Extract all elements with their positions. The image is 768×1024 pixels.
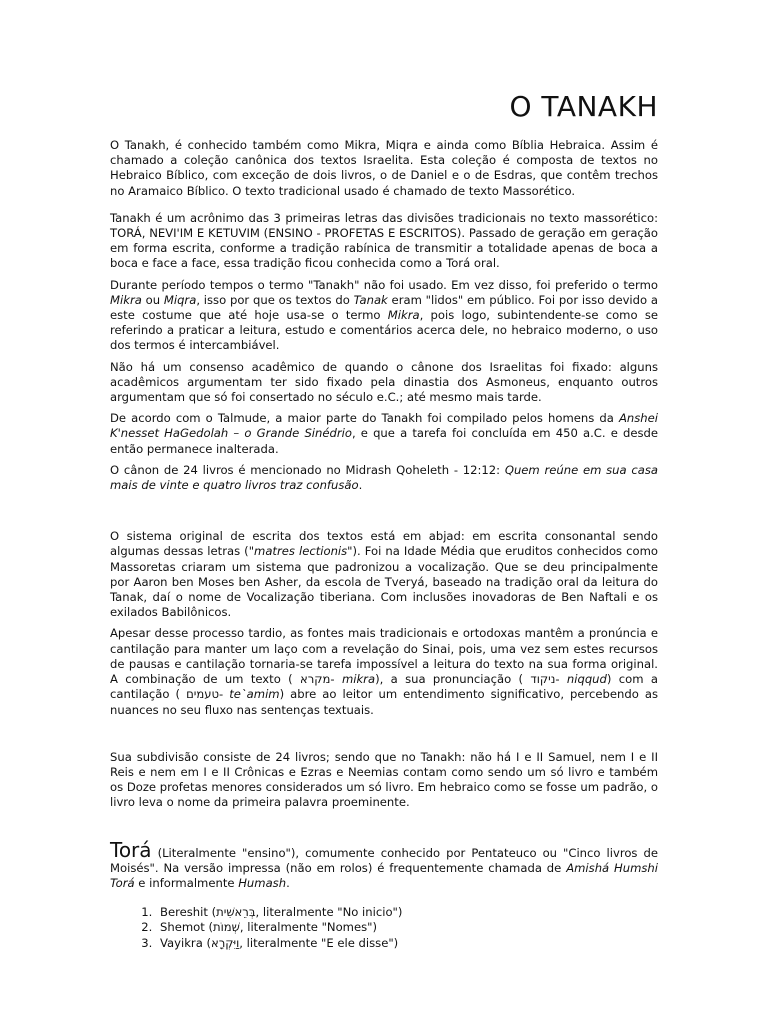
italic-term: niqqud: [566, 672, 607, 687]
paragraph-mikra: [110, 278, 658, 354]
paragraph-midrash: [110, 463, 658, 493]
paragraph-tora: [110, 837, 659, 892]
paragraph-canon-consensus: Não há um consenso acadêmico de quando o cânone dos Israelitas foi fixado: alguns acadêmicos argumentam ter sido fixado pela dinastia dos Asmoneus, enquanto outros argumentam que só foi consertado no século e.C.; até mesmo mais tarde.: [110, 359, 658, 405]
italic-term: Amishá Humshi Torá: [110, 860, 659, 890]
text-span: ). Foi na Idade Média que eruditos conhecidos como Massoretas criaram um sistema que padronizou a vocalização. Que se deu principalmente por Aaron ben Moses ben Asher, da escola de Tveryá, baseado na tradição oral da leitura do Tanak, daí o nome de Vocalização tiberiana. Com inclusões inovadoras de Ben Naftali e os exilados Babilônicos.: [110, 544, 658, 620]
text-span: De acordo com o Talmude, a maior parte do Tanakh foi compilado pelos homens da: [110, 411, 619, 426]
text-span: ), a sua pronunciação ( ניקוד-: [375, 672, 567, 687]
books-list: [110, 905, 658, 951]
text-span: ) com a cantilação ( טעמים-: [110, 672, 658, 702]
document-body: [110, 138, 658, 951]
text-span: eram "lidos" em público. Foi por isso devido a este costume que até hoje usa-se o termo: [110, 292, 659, 323]
text-span: O sistema original de escrita dos textos está em abjad: em escrita consonantal sendo algumas dessas letras (: [110, 529, 658, 559]
text-span: , e que a tarefa foi concluída em 450 a.C. e desde então permanece inalterada.: [110, 426, 659, 456]
italic-term: Mikra: [387, 308, 420, 323]
text-span: O cânon de 24 livros é mencionado no Midrash Qoheleth - 12:12:: [110, 462, 505, 477]
page-title: O TANAKH: [509, 90, 658, 123]
text-span: , pois logo, subintendente-se como se referindo a praticar a leitura, estudo e comentários acerca dele, no hebraico moderno, o uso dos termos é intercambiável.: [110, 308, 659, 353]
list-item: 2. Shemot (שְׁמוֹת, literalmente "Nomes"): [156, 920, 658, 935]
text-span: , isso por que os textos do: [196, 292, 354, 307]
text-span: .: [286, 875, 290, 890]
italic-term: Miqra: [163, 292, 197, 307]
list-item: 3. Vayikra (וַיִּקְרָא, literalmente "E ele disse"): [156, 936, 658, 951]
text-span: Durante período tempos o termo "Tanakh" não foi usado. Em vez disso, foi preferido o termo: [110, 277, 658, 292]
text-span: (Literalmente "ensino"), comumente conhecido por Pentateuco ou "Cinco livros de Moisés". Na versão impressa (não em rolos) é frequentemente chamada de: [110, 845, 658, 875]
text-span: ) abre ao leitor um entendimento significativo, percebendo as nuances no seu fluxo nas sentenças textuais.: [110, 687, 659, 717]
paragraph-subdivision: Sua subdivisão consiste de 24 livros; sendo que no Tanakh: não há I e II Samuel, nem I e II Reis e nem em I e II Crônicas e Ezras e Neemias contam como sendo um só livro e também os Doze profetas menores considerados um só livro. Em hebraico como se fosse um padrão, o livro leva o nome da primeira palavra proeminente.: [110, 749, 658, 810]
italic-term: mikra: [341, 672, 376, 687]
text-span: ou: [141, 292, 164, 307]
text-span: e informalmente: [134, 875, 239, 890]
text-span: Apesar desse processo tardio, as fontes mais tradicionais e ortodoxas mantêm a pronúncia e cantilação para manter um laço com a revelação do Sinai, pois, uma vez sem estes recursos de pausas e cantilação tornaria-se tarefa impossível a leitura do texto na sua forma original. A combinação de um texto ( מקרא-: [110, 626, 658, 687]
italic-term: Anshei K'nesset HaGedolah – o Grande Sinédrio: [110, 411, 658, 441]
italic-term: Mikra: [110, 292, 142, 307]
paragraph-acronym: Tanakh é um acrônimo das 3 primeiras letras das divisões tradicionais no texto massorético: TORÁ, NEVI'IM E KETUVIM (ENSINO - PROFETAS E ESCRITOS). Passado de geração em geração em forma escrita, conforme a tradição rabínica de transmitir a totalidade apenas de boca a boca e face a face, essa tradição ficou conhecida como a Torá oral.: [110, 210, 658, 271]
paragraph-writing-system: [110, 529, 658, 620]
italic-term: Humash: [238, 875, 287, 890]
paragraph-cantillation: [110, 626, 658, 717]
section-heading-tora: Torá: [110, 837, 152, 862]
paragraph-talmud: [110, 411, 658, 457]
italic-term: te`amim: [229, 687, 280, 702]
paragraph-intro: O Tanakh, é conhecido também como Mikra, Miqra e ainda como Bíblia Hebraica. Assim é chamado a coleção canônica dos textos Israelita. Esta coleção é composta de textos no Hebraico Bíblico, com exceção de dois livros, o de Daniel e o de Esdras, que contêm trechos no Aramaico Bíblico. O texto tradicional usado é chamado de texto Massorético.: [110, 138, 658, 198]
list-item: 1. Bereshit (בְּרֵאשִׁית, literalmente "No inicio"): [156, 905, 658, 920]
italic-quote: Quem reúne em sua casa mais de vinte e quatro livros traz confusão: [110, 462, 658, 493]
italic-term: "matres lectionis": [248, 544, 353, 559]
italic-term: Tanak: [353, 292, 388, 307]
text-span: .: [358, 478, 363, 493]
